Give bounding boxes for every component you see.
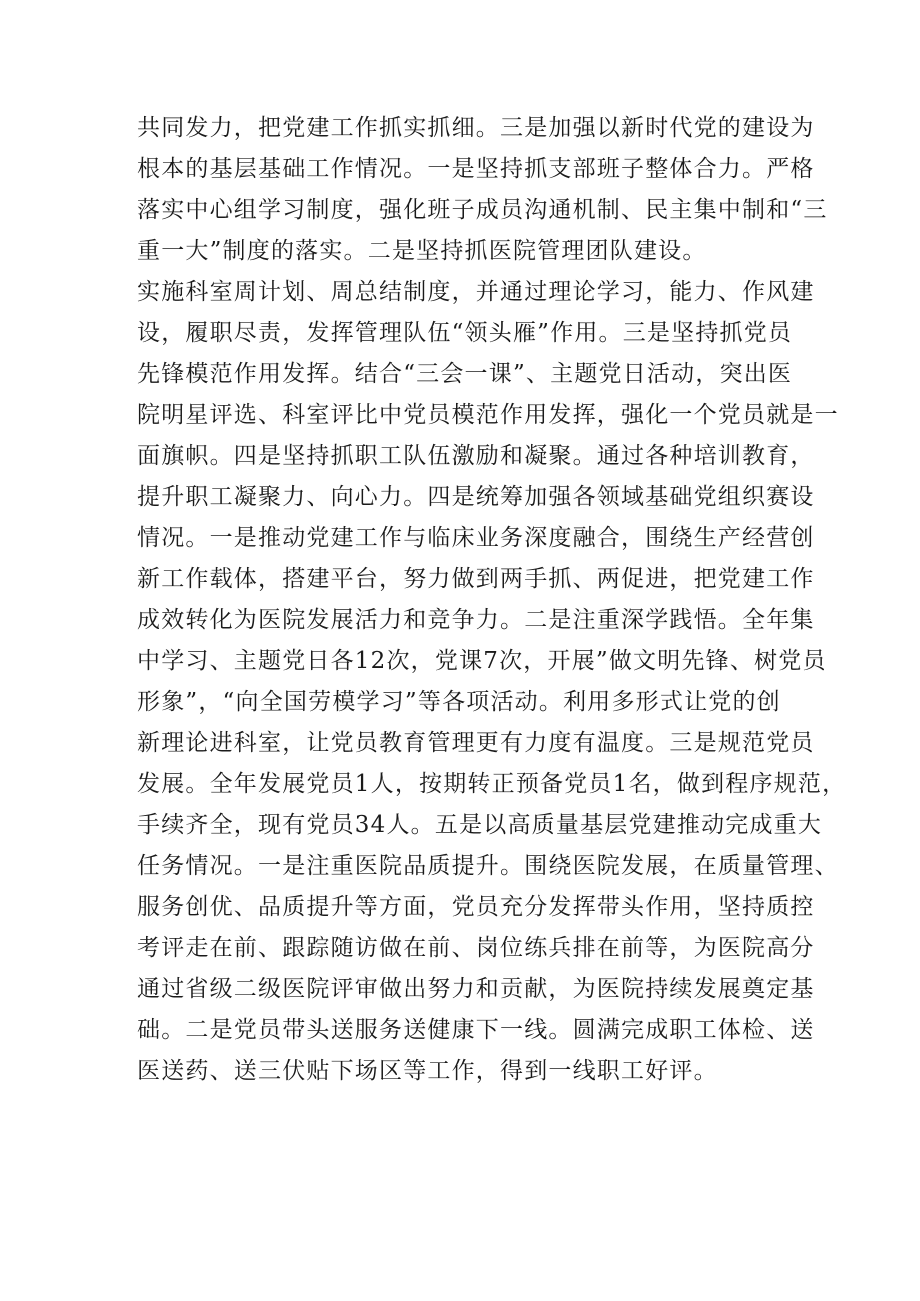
- text-line: 提升职工凝聚力、向心力。四是统筹加强各领域基础党组织赛设: [137, 484, 815, 510]
- text-line: 形象”，“向全国劳模学习”等各项活动。利用多形式让党的创: [137, 689, 781, 715]
- text-line: 通过省级二级医院评审做出努力和贡献，为医院持续发展奠定基: [137, 976, 815, 1002]
- text-line: 重一大”制度的落实。二是坚持抓医院管理团队建设。: [137, 238, 707, 264]
- text-line: 中学习、主题党日各12次，党课7次，开展”做文明先锋、树党员: [137, 648, 827, 674]
- text-line: 落实中心组学习制度，强化班子成员沟通机制、民主集中制和“三: [137, 197, 828, 223]
- text-line: 础。二是党员带头送服务送健康下一线。圆满完成职工体检、送: [137, 1017, 815, 1043]
- text-line: 根本的基层基础工作情况。一是坚持抓支部班子整体合力。严格: [137, 156, 815, 182]
- text-line: 任务情况。一是注重医院品质提升。围绕医院发展，在质量管理、: [137, 853, 839, 879]
- text-line: 院明星评选、科室评比中党员模范作用发挥，强化一个党员就是一: [137, 402, 839, 428]
- text-line: 情况。一是推动党建工作与临床业务深度融合，围绕生产经营创: [137, 525, 815, 551]
- text-line: 新理论进科室，让党员教育管理更有力度有温度。三是规范党员: [137, 730, 815, 756]
- text-line: 设，履职尽责，发挥管理队伍“领头雁”作用。三是坚持抓党员: [137, 320, 793, 346]
- text-line: 实施科室周计划、周总结制度，并通过理论学习，能力、作风建: [137, 279, 815, 305]
- text-line: 服务创优、品质提升等方面，党员充分发挥带头作用，坚持质控: [137, 894, 815, 920]
- body-text: [137, 108, 847, 1092]
- text-line: 手续齐全，现有党员34人。五是以高质量基层党建推动完成重大: [137, 812, 823, 838]
- text-line: 新工作载体，搭建平台，努力做到两手抓、两促进，把党建工作: [137, 566, 815, 592]
- text-line: 发展。全年发展党员1人，按期转正预备党员1名，做到程序规范，: [137, 771, 847, 797]
- text-line: 面旗帜。四是坚持抓职工队伍激励和凝聚。通过各种培训教育，: [137, 443, 815, 469]
- text-line: 先锋模范作用发挥。结合“三会一课”、主题党日活动，突出医: [137, 361, 793, 387]
- text-line: 考评走在前、跟踪随访做在前、岗位练兵排在前等，为医院高分: [137, 935, 815, 961]
- text-line: 医送药、送三伏贴下场区等工作，得到一线职工好评。: [137, 1058, 718, 1084]
- text-line: 成效转化为医院发展活力和竞争力。二是注重深学践悟。全年集: [137, 607, 815, 633]
- text-line: 共同发力，把党建工作抓实抓细。三是加强以新时代党的建设为: [137, 115, 815, 141]
